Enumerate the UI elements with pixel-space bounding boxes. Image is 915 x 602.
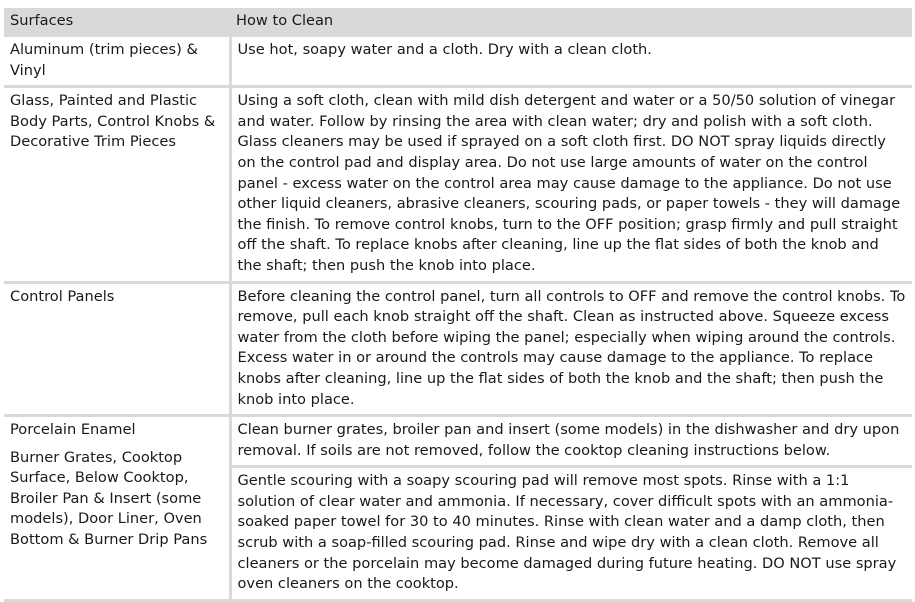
how-text: Clean burner grates, broiler pan and insert (some models) in the dishwasher and dry upon removal. If soils are not removed, follow the cooktop cleaning instructions below. — [237, 421, 900, 459]
surface-subitems: Burner Grates, Cooktop Surface, Below Cooktop, Broiler Pan & Insert (some models), Door Liner, Oven Bottom & Burner Drip Pans — [10, 448, 208, 549]
how-subtext: Gentle scouring with a soapy scouring pad will remove most spots. Rinse with a 1:1 solution of clear water and ammonia. If necessary, cover difficult spots with an ammonia-soaked paper towel for 30 to 40 minutes. Rinse with clean water and a damp cloth, then scrub with a soap-filled scouring pad. Rinse and wipe dry with a clean cloth. Remove all cleaners or the porcelain may become damaged during future heating. DO NOT use spray oven cleaners on the cooktop. — [237, 472, 897, 593]
how-cell — [230, 416, 912, 599]
surface-cell: Aluminum (trim pieces) & Vinyl — [4, 36, 230, 87]
how-subsection — [232, 465, 913, 595]
table-row — [4, 282, 912, 416]
surface-title: Porcelain Enamel — [10, 421, 136, 439]
table-row — [4, 87, 912, 282]
surface-cell — [4, 416, 230, 599]
surface-cell: Glass, Painted and Plastic Body Parts, Control Knobs & Decorative Trim Pieces — [4, 87, 230, 282]
how-cell: Use hot, soapy water and a cloth. Dry with a clean cloth. — [230, 36, 912, 87]
how-cell: Before cleaning the control panel, turn all controls to OFF and remove the control knobs. To remove, pull each knob straight off the shaft. Clean as instructed above. Squeeze excess water from the cloth before wiping the panel; especially when wiping around the controls. Excess water in or around the controls may cause damage to the appliance. To replace knobs after cleaning, line up the flat sides of both the knob and the shaft; then push the knob into place. — [230, 282, 912, 416]
how-cell: Using a soft cloth, clean with mild dish detergent and water or a 50/50 solution of vinegar and water. Follow by rinsing the area with clean water; dry and polish with a soft cloth. Glass cleaners may be used if sprayed on a soft cloth first. DO NOT spray liquids directly on the control pad and display area. Do not use large amounts of water on the control panel - excess water on the control area may cause damage to the appliance. Do not use other liquid cleaners, abrasive cleaners, scouring pads, or paper towels - they will damage the finish. To remove control knobs, turn to the OFF position; grasp firmly and pull straight off the shaft. To replace knobs after cleaning, line up the flat sides of both the knob and the shaft; then push the knob into place. — [230, 87, 912, 282]
header-row — [4, 8, 912, 36]
cleaning-table — [4, 8, 912, 599]
header-how-to-clean: How to Clean — [230, 8, 912, 36]
header-surfaces: Surfaces — [4, 8, 230, 36]
table-row — [4, 416, 912, 599]
table-row — [4, 36, 912, 87]
cleaning-guide — [4, 8, 912, 602]
surface-cell: Control Panels — [4, 282, 230, 416]
table-bottom-border — [4, 599, 912, 602]
